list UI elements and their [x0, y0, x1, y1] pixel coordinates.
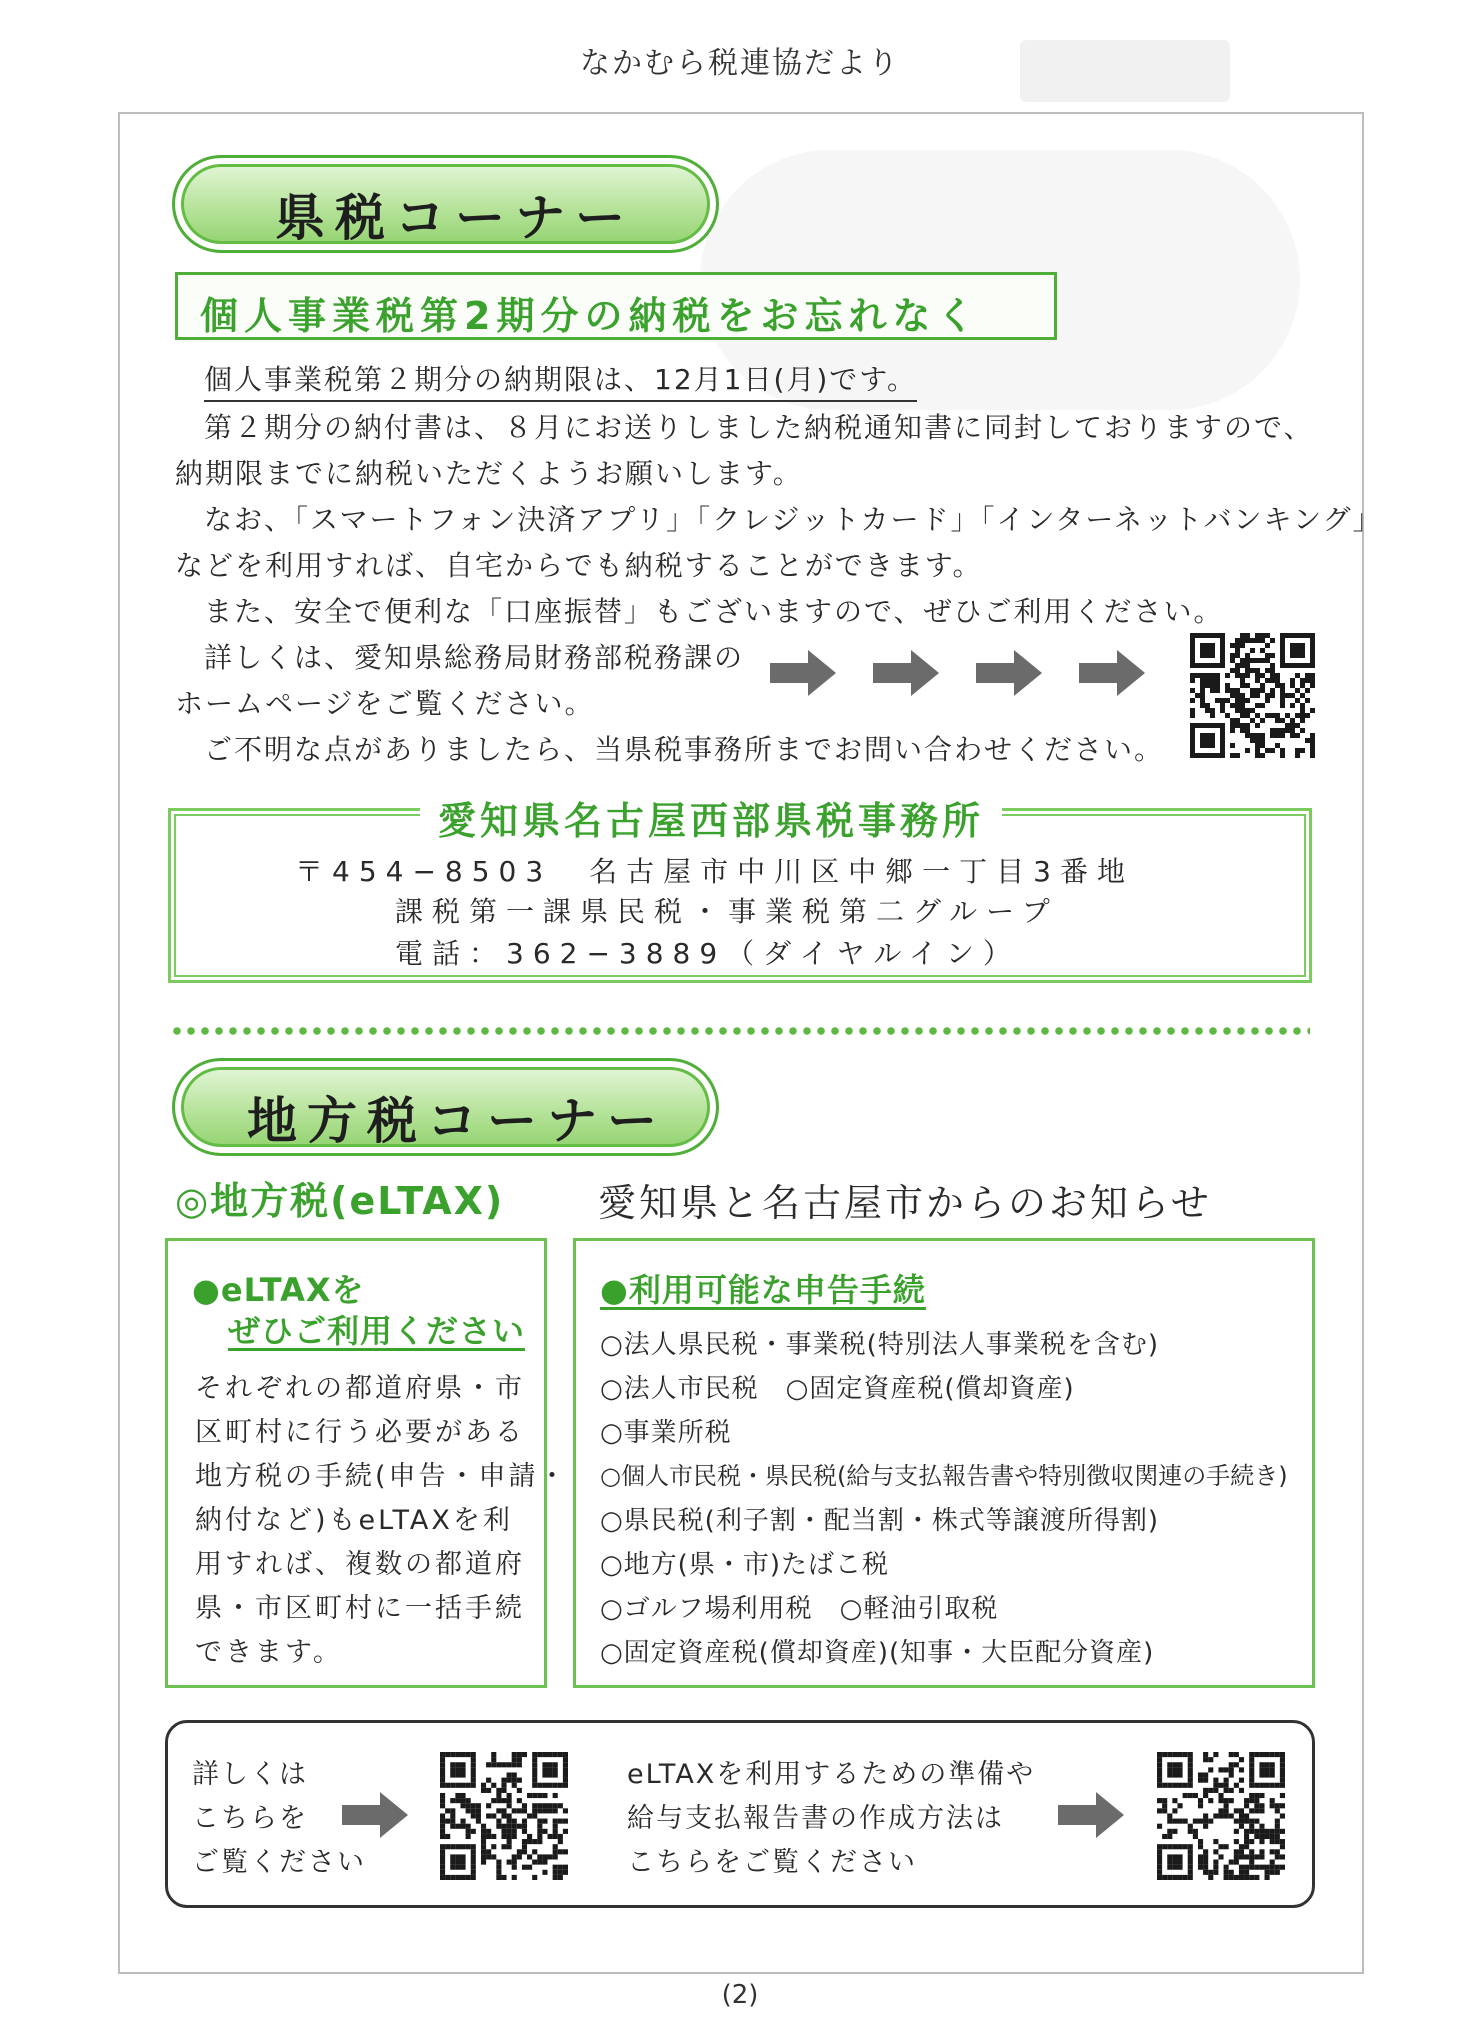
eltax-use-heading-2: ぜひご利用ください [228, 1312, 526, 1350]
chihouzei-corner-banner [172, 1058, 719, 1156]
paragraph-line: また、安全で便利な「口座振替」もございますので、ぜひご利用ください。 [204, 595, 1224, 628]
page-number: (2) [721, 1980, 759, 2010]
notice-heading: 個人事業税第2期分の納税をお忘れなく [200, 294, 981, 338]
eltax-use-body-line: 県・市区町村に一括手続 [195, 1593, 525, 1624]
eltax-guide-text: 給与支払報告書の作成方法は [627, 1803, 1004, 1834]
chihouzei-corner-title: 地方税コーナー [247, 1092, 667, 1150]
eltax-guide-text: eLTAXを利用するための準備や [627, 1759, 1036, 1790]
procedure-item: ○県民税(利子割・配当割・株式等譲渡所得割) [600, 1506, 1159, 1536]
procedure-item: ○固定資産税(償却資産)(知事・大臣配分資産) [600, 1638, 1155, 1668]
tax-office-phone: 電話：362−3889（ダイヤルイン） [395, 937, 1020, 970]
arrow-right-icon [770, 650, 836, 696]
newsletter-title: なかむら税連協だより [580, 46, 900, 81]
paragraph-line: などを利用すれば、自宅からでも納税することができます。 [175, 549, 983, 582]
eltax-link-text: 詳しくは [192, 1759, 308, 1790]
eltax-use-heading-1: ●eLTAXを [192, 1271, 365, 1309]
tax-office-address: 〒454−8503 名古屋市中川区中郷一丁目3番地 [295, 855, 1134, 888]
procedures-heading: ●利用可能な申告手続 [600, 1271, 926, 1309]
eltax-use-body-line: 納付など)もeLTAXを利 [195, 1505, 513, 1536]
procedure-item: ○法人市民税 ○固定資産税(償却資産) [600, 1374, 1075, 1404]
eltax-use-body-line: 用すれば、複数の都道府 [195, 1549, 525, 1580]
paragraph-line: 第２期分の納付書は、８月にお送りしました納税通知書に同封しておりますので、 [204, 411, 1314, 444]
qr-code-icon[interactable] [1157, 1752, 1285, 1880]
eltax-heading: ◎地方税(eLTAX) [175, 1179, 505, 1223]
eltax-guide-text: こちらをご覧ください [627, 1847, 917, 1878]
qr-code-icon[interactable] [1190, 633, 1315, 758]
arrow-right-icon [1079, 650, 1145, 696]
arrow-right-icon [1058, 1792, 1124, 1838]
section-divider [170, 1026, 1310, 1036]
procedure-item: ○事業所税 [600, 1418, 732, 1448]
paragraph-line: 納期限までに納税いただくようお願いします。 [175, 457, 803, 490]
arrow-right-icon [873, 650, 939, 696]
kenzei-corner-title: 県税コーナー [275, 189, 635, 247]
eltax-use-body-line: 区町村に行う必要がある [195, 1417, 525, 1448]
qr-code-icon[interactable] [440, 1752, 568, 1880]
procedure-item: ○法人県民税・事業税(特別法人事業税を含む) [600, 1330, 1159, 1360]
paragraph-line: ご不明な点がありましたら、当県税事務所までお問い合わせください。 [204, 733, 1165, 766]
procedure-item: ○地方(県・市)たばこ税 [600, 1550, 889, 1580]
arrow-right-icon [342, 1792, 408, 1838]
arrow-right-icon [976, 650, 1042, 696]
paragraph-line: なお、「スマートフォン決済アプリ」「クレジットカード」「インターネットバンキング」 [204, 503, 1383, 536]
paragraph-line: ホームページをご覧ください。 [175, 687, 595, 720]
eltax-link-text: こちらを [192, 1803, 308, 1834]
deadline-text: 個人事業税第２期分の納期限は、12月1日(月)です。 [204, 358, 917, 402]
paragraph-line: 詳しくは、愛知県総務局財務部税務課の [204, 641, 745, 674]
notice-heading-box [175, 272, 1057, 340]
eltax-subheading: 愛知県と名古屋市からのお知らせ [598, 1181, 1212, 1225]
procedure-item: ○個人市民税・県民税(給与支払報告書や特別徴収関連の手続き) [600, 1462, 1288, 1490]
eltax-use-body-line: できます。 [195, 1637, 343, 1668]
eltax-use-body-line: それぞれの都道府県・市 [195, 1373, 525, 1404]
procedure-item: ○ゴルフ場利用税 ○軽油引取税 [600, 1594, 999, 1624]
eltax-link-text: ご覧ください [192, 1847, 366, 1878]
kenzei-corner-banner [172, 155, 719, 253]
tax-office-title: 愛知県名古屋西部県税事務所 [420, 790, 1002, 845]
tax-office-department: 課税第一課県民税・事業税第二グループ [395, 895, 1059, 928]
eltax-use-body-line: 地方税の手続(申告・申請・ [195, 1461, 569, 1492]
